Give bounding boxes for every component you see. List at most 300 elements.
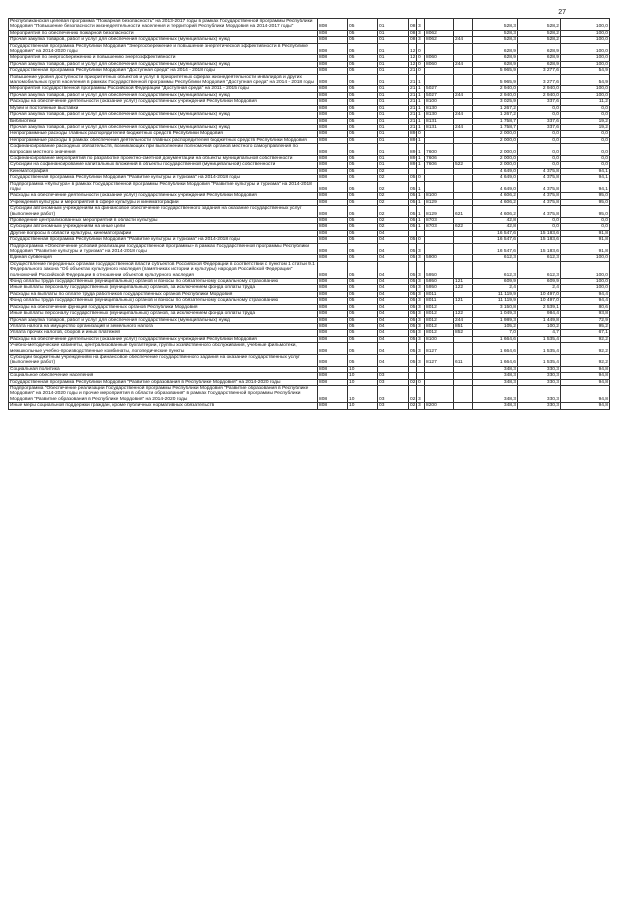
planned-amount: 628,9: [473, 43, 518, 55]
subprogram-code: 1: [417, 124, 425, 130]
planned-amount: 2 000,0: [473, 162, 518, 168]
planned-amount: 11 119,9: [473, 291, 518, 297]
row-name: Субсидии автономным учреждениям на иные цели: [9, 224, 318, 230]
row-name: Учреждения культуры и мероприятия в сфере культуры и кинематографии: [9, 199, 318, 205]
section-code: 05: [348, 30, 378, 36]
subsection-code: 02: [378, 199, 409, 205]
executed-amount: 0,0: [518, 105, 561, 111]
subprogram-code: 1: [417, 218, 425, 224]
section-code: 05: [348, 224, 378, 230]
program-code: 05: [409, 243, 417, 255]
subsection-code: 04: [378, 279, 409, 285]
admin-code: 808: [318, 181, 348, 193]
program-code: 05: [410, 304, 416, 310]
admin-code: 808: [318, 193, 348, 199]
target-article-code: 8060: [425, 61, 454, 67]
program-code: 21: [410, 118, 416, 124]
section-code: 10: [348, 379, 378, 385]
admin-code: 808: [318, 99, 348, 105]
executed-amount: 330,3: [518, 366, 561, 372]
admin-code: 808: [318, 373, 348, 379]
program-code: 05: [410, 255, 416, 261]
planned-amount: 612,3: [473, 255, 518, 261]
program-code: 02: [410, 403, 416, 409]
admin-code: 808: [318, 218, 348, 224]
target-article-code: 5027: [425, 86, 454, 92]
target-article-code: 8200: [425, 403, 454, 409]
executed-amount: 0,0: [518, 162, 561, 168]
expense-type-code: 622: [454, 224, 473, 230]
subprogram-code: 3: [417, 255, 425, 261]
admin-code: 808: [318, 30, 348, 36]
planned-amount: 1 664,6: [473, 336, 518, 342]
admin-code: 808: [318, 144, 348, 156]
row-name: Осуществление переданных органам государственной власти субъектов Российской Федерации в соответствии с пунктом 1 статьи 9.1 Федерального закона "Об объектах культурного наследия (памятниках истории и культуры) народов Российской Федерации" полномочий Российской Федерации в отношении объектов культурного наследия: [9, 261, 318, 278]
row-name: Расходы на обеспечение деятельности (оказание услуг) государственных учреждений Республики Мордовия: [9, 336, 318, 342]
execution-percent: 0,0: [561, 137, 610, 143]
section-code: 05: [348, 206, 378, 218]
row-name: Прочая закупка товаров, работ и услуг для обеспечения государственных (муниципальных) нужд: [9, 92, 318, 98]
target-article-code: 8127: [425, 354, 454, 366]
execution-percent: 95,0: [561, 206, 610, 218]
subprogram-code: 3: [417, 385, 425, 402]
execution-percent: 11,2: [561, 99, 610, 105]
table-row: [9, 261, 610, 278]
subsection-code: 02: [378, 181, 409, 193]
planned-amount: 16 547,6: [473, 230, 518, 236]
target-article-code: 8012: [425, 323, 454, 329]
section-code: 05: [348, 68, 378, 74]
planned-amount: 2 000,0: [473, 144, 518, 156]
subsection-code: 02: [378, 206, 409, 218]
executed-amount: 0,0: [518, 155, 561, 161]
row-name: Социальная политика: [9, 366, 318, 372]
program-code: 05: [410, 330, 416, 336]
subsection-code: 01: [378, 43, 409, 55]
section-code: 05: [348, 304, 378, 310]
planned-amount: 612,3: [473, 261, 518, 278]
row-name: Подпрограмма "Обеспечение реализации Государственной программы Республики Мордовия "Развитие образования в Республике Мордовия" на 2014-2020 годы и прочие мероприятия в области образования" в рамках Государственной программы Республики Мордовия "Развитие образования в Республике Мордовия" на 2014-2020 годы: [9, 385, 318, 402]
target-article-code: 7606: [425, 162, 454, 168]
program-code: 89: [410, 162, 416, 168]
subsection-code: 01: [378, 144, 409, 156]
subprogram-code: 3: [417, 403, 425, 409]
executed-amount: 528,2: [518, 19, 561, 31]
subprogram-code: 0: [417, 55, 425, 61]
execution-percent: 100,0: [561, 86, 610, 92]
target-article-code: 8130: [425, 112, 454, 118]
expense-type-code: 244: [454, 37, 473, 43]
expense-type-code: 244: [454, 92, 473, 98]
admin-code: 808: [318, 330, 348, 336]
program-code: 05: [410, 224, 416, 230]
expense-type-code: [454, 43, 473, 55]
program-code: 21: [410, 124, 416, 130]
expense-type-code: 621: [454, 206, 473, 218]
section-code: 05: [348, 99, 378, 105]
section-code: 05: [348, 193, 378, 199]
target-article-code: 8062: [425, 37, 454, 43]
section-code: 05: [348, 124, 378, 130]
subprogram-code: 1: [417, 105, 425, 111]
section-code: 05: [348, 181, 378, 193]
expense-type-code: 122: [454, 311, 473, 317]
section-code: 05: [348, 291, 378, 297]
subsection-code: 04: [378, 285, 409, 291]
executed-amount: 528,2: [518, 37, 561, 43]
section-code: 05: [348, 74, 378, 86]
planned-amount: 348,3: [473, 373, 518, 379]
row-name: Государственная программа Республики Мордовия "Энергосбережение и повышение энергетической эффективности в Республике Мордовия" на 2014-2020 годы: [9, 43, 318, 55]
planned-amount: 528,3: [473, 19, 518, 31]
execution-percent: 93,8: [561, 311, 610, 317]
target-article-code: 5027: [425, 92, 454, 98]
execution-percent: 54,9: [561, 68, 610, 74]
admin-code: 808: [318, 255, 348, 261]
execution-percent: 92,2: [561, 354, 610, 366]
admin-code: 808: [318, 237, 348, 243]
admin-code: 808: [318, 74, 348, 86]
admin-code: 808: [318, 137, 348, 143]
execution-percent: 95,0: [561, 193, 610, 199]
execution-percent: 91,8: [561, 230, 610, 236]
row-name: Библиотеки: [9, 118, 318, 124]
program-code: 05: [409, 181, 417, 193]
row-name: Субсидии на софинансирование капитальных вложений в объекты государственной (муниципальной) собственности: [9, 162, 318, 168]
execution-percent: 100,0: [561, 255, 610, 261]
executed-amount: 0,0: [518, 112, 561, 118]
admin-code: 808: [318, 317, 348, 323]
executed-amount: 330,3: [518, 373, 561, 379]
table-body: [9, 19, 610, 410]
subsection-code: 01: [378, 99, 409, 105]
planned-amount: 1 758,7: [473, 124, 518, 130]
subsection-code: 01: [378, 92, 409, 98]
execution-percent: 100,0: [561, 19, 610, 31]
admin-code: 808: [318, 19, 348, 31]
executed-amount: 4,7: [518, 330, 561, 336]
subprogram-code: 3: [417, 336, 425, 342]
section-code: 05: [348, 218, 378, 224]
admin-code: 808: [318, 385, 348, 402]
expense-type-code: [454, 74, 473, 86]
target-article-code: 8060: [425, 55, 454, 61]
table-row: [9, 385, 610, 402]
target-article-code: 7606: [425, 155, 454, 161]
planned-amount: 4 649,0: [473, 168, 518, 174]
executed-amount: 4 375,8: [518, 168, 561, 174]
subsection-code: 04: [378, 336, 409, 342]
execution-percent: 100,0: [561, 30, 610, 36]
subsection-code: 01: [378, 55, 409, 61]
executed-amount: 1 535,4: [518, 336, 561, 342]
table-row: [9, 43, 610, 55]
admin-code: 808: [318, 366, 348, 372]
target-article-code: 8100: [425, 193, 454, 199]
executed-amount: 4 375,8: [518, 175, 561, 181]
execution-percent: 100,0: [561, 279, 610, 285]
table-row: [9, 403, 610, 409]
target-article-code: [425, 181, 454, 193]
row-name: Музеи и постоянные выставки: [9, 105, 318, 111]
program-code: 89: [409, 144, 417, 156]
section-code: 05: [348, 199, 378, 205]
execution-percent: 94,1: [561, 175, 610, 181]
subprogram-code: 1: [417, 206, 425, 218]
row-name: Подпрограмма «Обеспечение условий реализации государственной программы» в рамках Государственной программы Республики Мордовия "Развитие культуры и туризма" на 2014-2018 годы: [9, 243, 318, 255]
subsection-code: 01: [378, 30, 409, 36]
section-code: 05: [348, 112, 378, 118]
subsection-code: 04: [378, 343, 409, 355]
subprogram-code: 3: [417, 37, 425, 43]
planned-amount: 42,8: [473, 218, 518, 224]
planned-amount: 628,9: [473, 61, 518, 67]
execution-percent: 92,2: [561, 343, 610, 355]
target-article-code: [425, 74, 454, 86]
subsection-code: 04: [378, 291, 409, 297]
admin-code: 808: [318, 279, 348, 285]
section-code: 10: [348, 403, 378, 409]
section-code: 05: [348, 144, 378, 156]
executed-amount: 628,9: [518, 61, 561, 67]
planned-amount: 7,0: [473, 330, 518, 336]
row-name: Государственная программа Республики Мордовия "Развитие культуры и туризма" на 2014-2018 годы: [9, 175, 318, 181]
admin-code: 808: [318, 261, 348, 278]
program-code: 08: [409, 19, 417, 31]
expense-type-code: 852: [454, 330, 473, 336]
subsection-code: 01: [378, 37, 409, 43]
subsection-code: 03: [378, 373, 409, 379]
subprogram-code: 3: [417, 343, 425, 355]
admin-code: 808: [318, 55, 348, 61]
planned-amount: 4 649,0: [473, 175, 518, 181]
executed-amount: 0,0: [518, 218, 561, 224]
section-code: 05: [348, 175, 378, 181]
target-article-code: 8062: [425, 30, 454, 36]
target-article-code: 8011: [425, 298, 454, 304]
section-code: 05: [348, 279, 378, 285]
program-code: 89: [410, 131, 416, 137]
target-article-code: 8012: [425, 304, 454, 310]
execution-percent: 54,9: [561, 74, 610, 86]
row-name: Прочая закупка товаров, работ и услуг для обеспечения государственных (муниципальных) нужд: [9, 317, 318, 323]
target-article-code: 8012: [425, 317, 454, 323]
subsection-code: 04: [378, 230, 409, 236]
target-article-code: 7600: [425, 144, 454, 156]
subsection-code: 04: [378, 298, 409, 304]
program-code: 05: [410, 298, 416, 304]
executed-amount: 0,0: [518, 131, 561, 137]
section-code: 05: [348, 155, 378, 161]
execution-percent: 94,1: [561, 181, 610, 193]
planned-amount: 16 547,6: [473, 237, 518, 243]
row-name: Социальное обеспечение населения: [9, 373, 318, 379]
target-article-code: [425, 385, 454, 402]
subsection-code: 01: [378, 105, 409, 111]
planned-amount: 42,8: [473, 224, 518, 230]
admin-code: 808: [318, 155, 348, 161]
execution-percent: 94,4: [561, 298, 610, 304]
program-code: 05: [410, 237, 416, 243]
program-code: 21: [410, 112, 416, 118]
subsection-code: 02: [378, 218, 409, 224]
admin-code: 808: [318, 37, 348, 43]
section-code: 10: [348, 373, 378, 379]
program-code: 12: [410, 61, 416, 67]
target-article-code: 8129: [425, 206, 454, 218]
subsection-code: 02: [378, 168, 409, 174]
admin-code: 808: [318, 206, 348, 218]
execution-percent: 0,0: [561, 224, 610, 230]
section-code: 05: [348, 354, 378, 366]
subprogram-code: 1: [417, 199, 425, 205]
row-name: Государственная программа Республики Мордовия "Доступная среда" на 2014 - 2018 годы: [9, 68, 318, 74]
admin-code: 808: [318, 379, 348, 385]
row-name: Мероприятия государственной программы Российской Федерации "Доступная среда" на 2011 - 2015 годы: [9, 86, 318, 92]
program-code: 05: [410, 317, 416, 323]
admin-code: 808: [318, 68, 348, 74]
budget-table: [8, 18, 610, 410]
planned-amount: 11 119,9: [473, 298, 518, 304]
planned-amount: 4 606,2: [473, 199, 518, 205]
execution-percent: 94,8: [561, 379, 610, 385]
admin-code: 808: [318, 336, 348, 342]
executed-amount: 10 497,0: [518, 291, 561, 297]
row-name: Учебно-методические кабинеты, централизованные бухгалтерии, группы хозяйственного обслуживания, учебные фильмотеки, межшкольные учебно-производственные комбинаты, логопедические пункты: [9, 343, 318, 355]
admin-code: 808: [318, 354, 348, 366]
expense-type-code: [454, 343, 473, 355]
row-name: Иные выплаты персоналу государственных (муниципальных) органов, за исключением фонда оплаты труда: [9, 311, 318, 317]
program-code: 21: [410, 105, 416, 111]
target-article-code: 8100: [425, 336, 454, 342]
program-code: 05: [410, 311, 416, 317]
admin-code: 808: [318, 162, 348, 168]
section-code: 05: [348, 86, 378, 92]
admin-code: 808: [318, 285, 348, 291]
planned-amount: 2 000,0: [473, 137, 518, 143]
execution-percent: 0,0: [561, 218, 610, 224]
row-name: Расходы на обеспечение деятельности (оказание услуг) государственных учреждений Республики Мордовия: [9, 193, 318, 199]
section-code: 05: [348, 131, 378, 137]
expense-type-code: 851: [454, 323, 473, 329]
expense-type-code: [454, 261, 473, 278]
row-name: Прочая закупка товаров, работ и услуг для обеспечения государственных (муниципальных) нужд: [9, 61, 318, 67]
execution-percent: 100,0: [561, 37, 610, 43]
row-name: Проведение централизованных мероприятий в области культуры: [9, 218, 318, 224]
executed-amount: 330,3: [518, 385, 561, 402]
admin-code: 808: [318, 105, 348, 111]
execution-percent: 94,4: [561, 291, 610, 297]
row-name: Прочая закупка товаров, работ и услуг для обеспечения государственных (муниципальных) нужд: [9, 124, 318, 130]
expense-type-code: [454, 19, 473, 31]
section-code: 05: [348, 92, 378, 98]
expense-type-code: [454, 385, 473, 402]
row-name: Мероприятия по энергосбережению и повышению энергоэффективности: [9, 55, 318, 61]
executed-amount: 628,9: [518, 43, 561, 55]
subsection-code: 04: [378, 354, 409, 366]
target-article-code: [425, 243, 454, 255]
subprogram-code: 1: [417, 112, 425, 118]
section-code: 05: [348, 137, 378, 143]
admin-code: 808: [318, 291, 348, 297]
subprogram-code: 1: [417, 144, 425, 156]
execution-percent: 91,8: [561, 237, 610, 243]
subsection-code: 04: [378, 323, 409, 329]
executed-amount: 15 183,6: [518, 230, 561, 236]
execution-percent: 100,0: [561, 61, 610, 67]
subsection-code: 04: [378, 311, 409, 317]
section-code: 05: [348, 261, 378, 278]
expense-type-code: 244: [454, 61, 473, 67]
row-name: Кинематография: [9, 168, 318, 174]
section-code: 05: [348, 105, 378, 111]
section-code: 05: [348, 343, 378, 355]
admin-code: 808: [318, 304, 348, 310]
program-code: 05: [409, 261, 417, 278]
expense-type-code: 121: [454, 279, 473, 285]
admin-code: 808: [318, 224, 348, 230]
execution-percent: 19,2: [561, 118, 610, 124]
executed-amount: 1 535,4: [518, 354, 561, 366]
subsection-code: 01: [378, 118, 409, 124]
section-code: 10: [348, 366, 378, 372]
subprogram-code: 1: [417, 74, 425, 86]
subsection-code: 04: [378, 237, 409, 243]
subsection-code: 01: [378, 19, 409, 31]
section-code: 05: [348, 317, 378, 323]
program-code: 05: [410, 199, 416, 205]
admin-code: 808: [318, 43, 348, 55]
program-code: 05: [410, 291, 416, 297]
row-name: Фонд оплаты труда государственных (муниципальных) органов и взносы по обязательному социальному страхованию: [9, 298, 318, 304]
subprogram-code: 3: [417, 311, 425, 317]
subprogram-code: 0: [417, 175, 425, 181]
execution-percent: 95,0: [561, 199, 610, 205]
expense-type-code: 611: [454, 354, 473, 366]
target-article-code: 5950: [425, 261, 454, 278]
execution-percent: 72,9: [561, 317, 610, 323]
target-article-code: [425, 19, 454, 31]
target-article-code: 8012: [425, 330, 454, 336]
admin-code: 808: [318, 86, 348, 92]
subprogram-code: 0: [417, 68, 425, 74]
target-article-code: 8131: [425, 118, 454, 124]
row-name: Другие вопросы в области культуры, кинематографии: [9, 230, 318, 236]
expense-type-code: [454, 403, 473, 409]
section-code: 05: [348, 118, 378, 124]
row-name: Прочая закупка товаров, работ и услуг для обеспечения государственных (муниципальных) нужд: [9, 112, 318, 118]
program-code: 89: [410, 155, 416, 161]
program-code: 05: [410, 175, 416, 181]
target-article-code: 8130: [425, 105, 454, 111]
subprogram-code: 3: [417, 354, 425, 366]
row-name: Расходы на выплаты по оплате труда работников государственных органов Республики Мордовия: [9, 291, 318, 297]
subsection-code: 03: [378, 385, 409, 402]
target-article-code: 8131: [425, 124, 454, 130]
admin-code: 808: [318, 168, 348, 174]
table-row: [9, 206, 610, 218]
execution-percent: 0,0: [561, 162, 610, 168]
row-name: Единая субвенция: [9, 255, 318, 261]
program-code: 08: [410, 30, 416, 36]
section-code: 05: [348, 37, 378, 43]
row-name: Непрограммные расходы главных распорядителей бюджетных средств Республики Мордовия: [9, 131, 318, 137]
program-code: 05: [409, 343, 417, 355]
expense-type-code: 522: [454, 162, 473, 168]
expense-type-code: [454, 243, 473, 255]
program-code: 02: [409, 385, 417, 402]
expense-type-code: 244: [454, 124, 473, 130]
